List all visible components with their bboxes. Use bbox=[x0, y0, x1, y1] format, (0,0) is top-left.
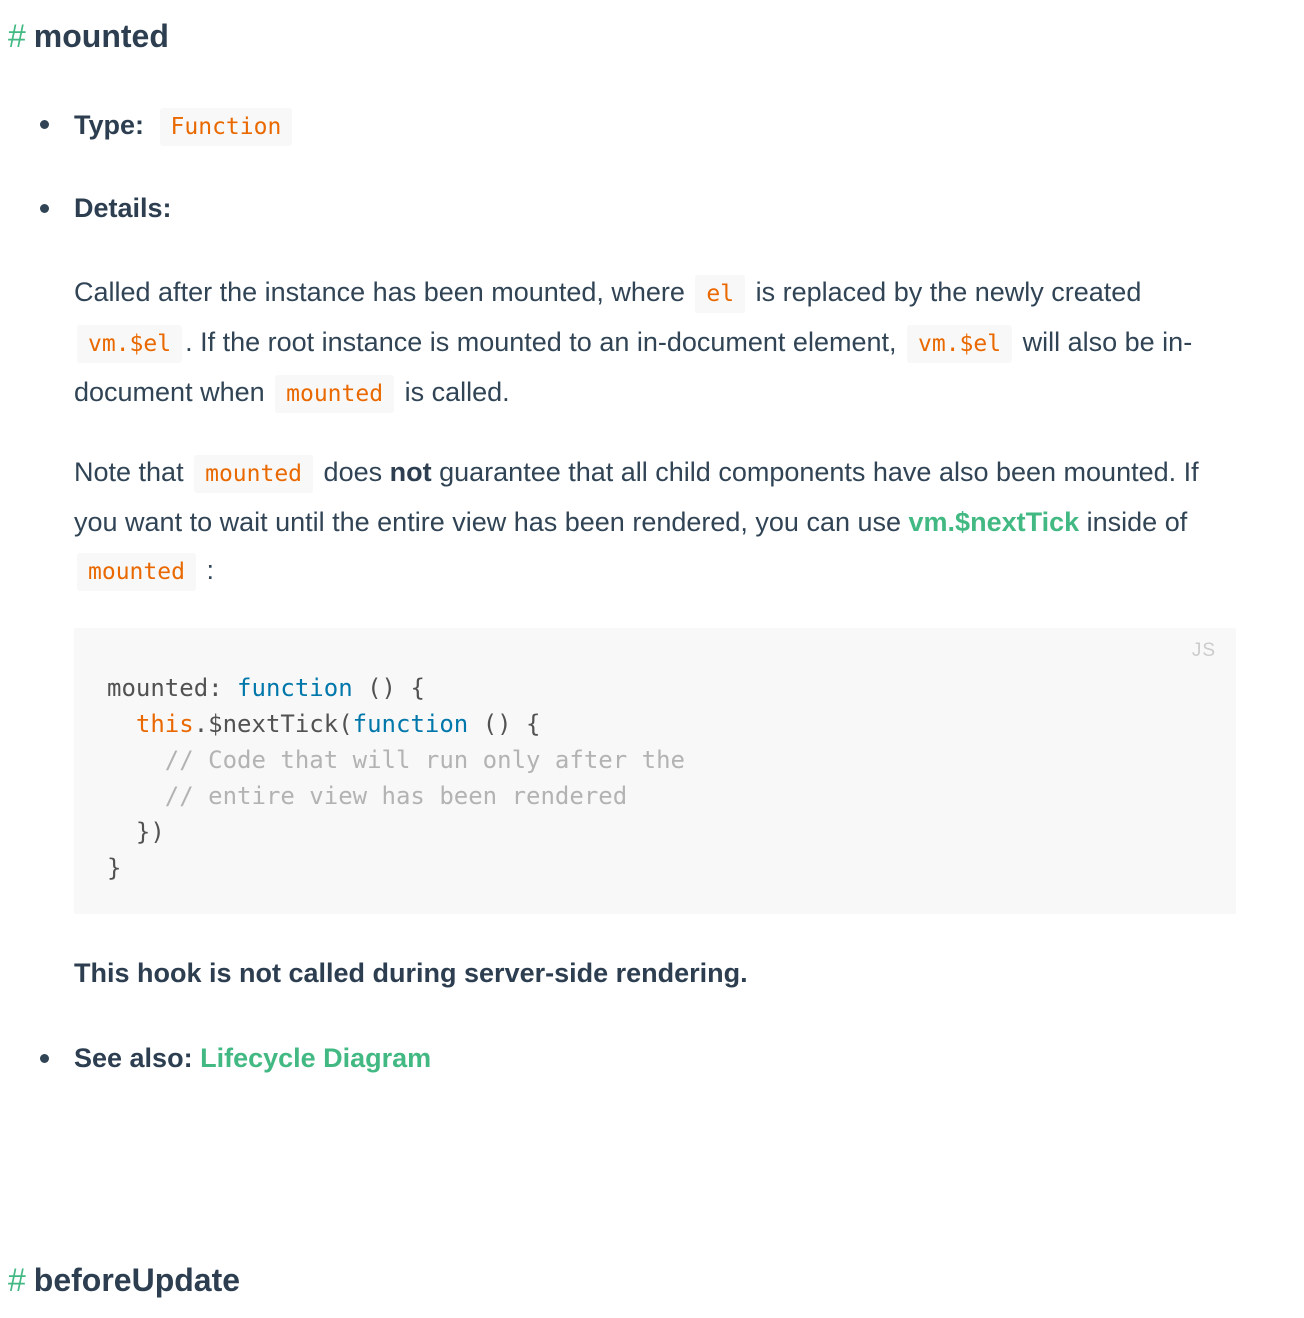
type-label: Type: bbox=[74, 110, 145, 140]
code-token: () { bbox=[468, 710, 541, 738]
text: inside of bbox=[1086, 507, 1188, 537]
lifecycle-diagram-link[interactable]: Lifecycle Diagram bbox=[200, 1043, 432, 1073]
text: : bbox=[206, 555, 214, 585]
text: will also be in-document when bbox=[74, 327, 1193, 407]
see-also-item bbox=[74, 1041, 431, 1075]
heading-anchor-link[interactable]: # bbox=[8, 1262, 26, 1298]
code-indent bbox=[107, 710, 136, 738]
nexttick-link[interactable]: vm.$nextTick bbox=[908, 507, 1080, 537]
code-this-keyword: this bbox=[135, 710, 194, 738]
code-language-label: JS bbox=[1191, 640, 1216, 661]
inline-code-vm-el: vm.$el bbox=[77, 325, 182, 363]
details-item bbox=[74, 191, 172, 225]
section-heading-mounted bbox=[8, 16, 169, 56]
section-heading-beforeupdate bbox=[8, 1260, 240, 1300]
type-item bbox=[74, 108, 295, 144]
text: guarantee that all child components have also been mounted. If you want to wait until the entire view has been rendered, you can use bbox=[74, 457, 1199, 537]
text: Note that bbox=[74, 457, 184, 487]
code-content bbox=[107, 670, 685, 886]
text: does bbox=[323, 457, 383, 487]
list-bullet bbox=[40, 1054, 49, 1063]
heading-anchor-link[interactable]: # bbox=[8, 18, 26, 54]
code-token: .$nextTick( bbox=[193, 710, 353, 738]
code-token: mounted: bbox=[107, 674, 238, 702]
code-token: }) bbox=[107, 818, 165, 846]
type-value-code: Function bbox=[160, 108, 293, 146]
details-paragraph-2 bbox=[74, 448, 1239, 596]
code-token: } bbox=[107, 854, 122, 882]
text: Called after the instance has been mounted, where bbox=[74, 277, 685, 307]
details-paragraph-1 bbox=[74, 268, 1239, 418]
code-keyword: function bbox=[237, 674, 353, 702]
code-comment: // Code that will run only after the bbox=[107, 746, 685, 774]
code-comment: // entire view has been rendered bbox=[107, 782, 628, 810]
ssr-note: This hook is not called during server-side rendering. bbox=[74, 958, 748, 988]
code-token: () { bbox=[352, 674, 425, 702]
bold-not: not bbox=[389, 457, 432, 487]
inline-code-mounted: mounted bbox=[275, 375, 394, 413]
see-also-label: See also: bbox=[74, 1043, 193, 1073]
inline-code-mounted: mounted bbox=[77, 553, 196, 591]
text: . If the root instance is mounted to an in-document element, bbox=[185, 327, 897, 357]
section-title: mounted bbox=[33, 18, 169, 54]
list-bullet bbox=[40, 120, 49, 129]
inline-code-mounted: mounted bbox=[194, 455, 313, 493]
section-title: beforeUpdate bbox=[33, 1262, 241, 1298]
text: is replaced by the newly created bbox=[755, 277, 1142, 307]
inline-code-vm-el: vm.$el bbox=[907, 325, 1012, 363]
code-keyword: function bbox=[352, 710, 469, 738]
text: is called. bbox=[404, 377, 510, 407]
details-label: Details: bbox=[74, 193, 172, 223]
code-block bbox=[74, 628, 1236, 914]
inline-code-el: el bbox=[695, 275, 745, 313]
list-bullet bbox=[40, 204, 49, 213]
